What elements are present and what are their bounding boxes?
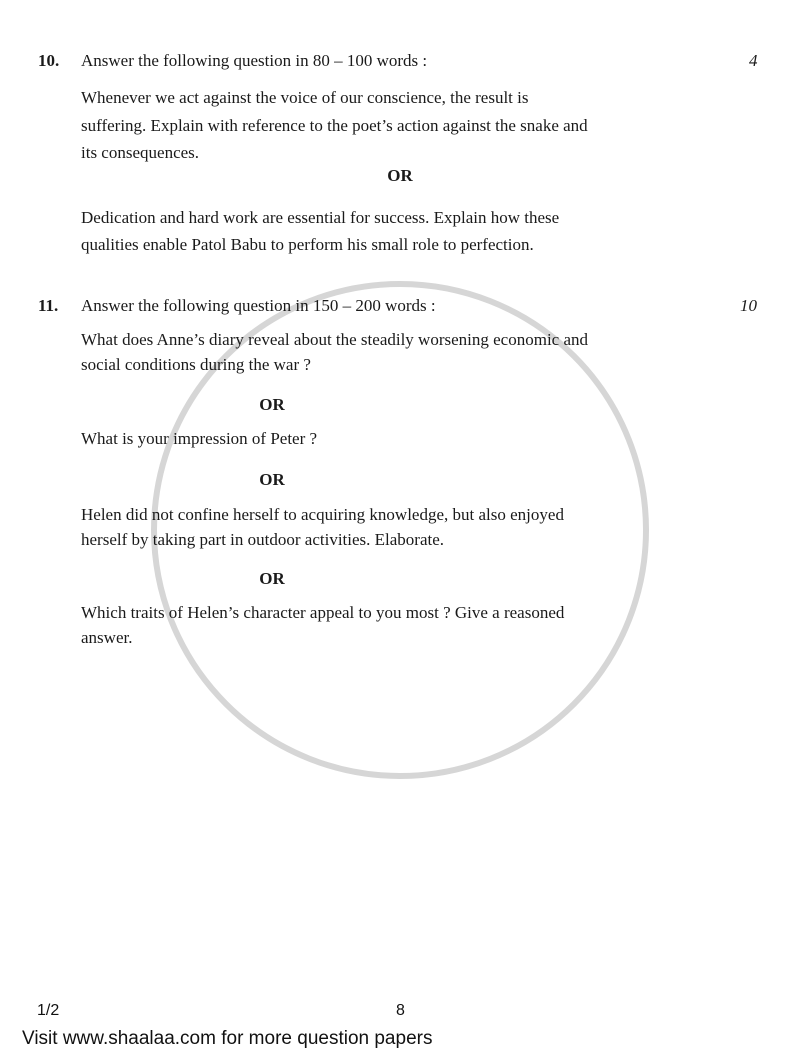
q11-option3-line: Helen did not confine herself to acquiring knowledge, but also enjoyed — [81, 505, 564, 524]
q11-option1-line: social conditions during the war ? — [81, 355, 311, 374]
q11-option4-line: Which traits of Helen’s character appeal to you most ? Give a reasoned — [81, 603, 565, 622]
or-separator: OR — [259, 395, 285, 414]
question-11-number: 11. — [38, 296, 59, 315]
visit-link[interactable]: Visit www.shaalaa.com for more question papers — [22, 1028, 433, 1049]
q11-option4-line: answer. — [81, 628, 133, 647]
question-10-instruction: Answer the following question in 80 – 100 words : — [81, 51, 428, 70]
page-number: 8 — [396, 1002, 405, 1019]
q11-option1-line: What does Anne’s diary reveal about the steadily worsening economic and — [81, 330, 589, 349]
question-11-instruction: Answer the following question in 150 – 200 words : — [81, 296, 436, 315]
or-separator: OR — [259, 470, 285, 489]
paper-code: 1/2 — [37, 1002, 60, 1019]
q10-option2-line: Dedication and hard work are essential for success. Explain how these — [81, 208, 560, 227]
q11-option2-line: What is your impression of Peter ? — [81, 429, 318, 448]
question-10-number: 10. — [38, 51, 60, 70]
or-separator: OR — [387, 166, 413, 185]
q10-option1-line: Whenever we act against the voice of our conscience, the result is — [81, 88, 529, 107]
question-10-marks: 4 — [749, 51, 758, 70]
q10-option1-line: its consequences. — [81, 143, 200, 162]
q10-option2-line: qualities enable Patol Babu to perform his small role to perfection. — [81, 235, 534, 254]
or-separator: OR — [259, 569, 285, 588]
question-11-marks: 10 — [740, 296, 757, 315]
q10-option1-line: suffering. Explain with reference to the poet’s action against the snake and — [81, 116, 588, 135]
q11-option3-line: herself by taking part in outdoor activities. Elaborate. — [81, 530, 445, 549]
